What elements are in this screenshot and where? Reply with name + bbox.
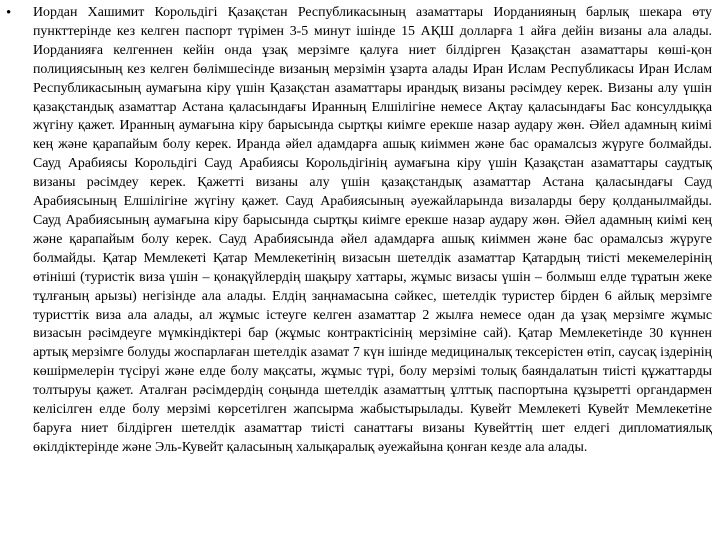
- bullet-point: •: [6, 5, 12, 21]
- body-paragraph: Иордан Хашимит Корольдігі Қазақстан Республикасының азаматтары Иорданияның барлық шекара өту пункттерінде кез келген паспорт түрімен 3-5 минут ішінде 15 АҚШ долларға 1 айға дейін визаны ала алады. Иорданияға келгеннен кейін онда ұзақ мерзімге қалуға ниет білдірген Қазақстан азаматтары көші-қон полициясының кез келген бөлімшесінде визаның мерзімін ұзарта алады Иран Ислам Республикасы Иран Ислам Республикасының аумағына кіру үшін Қазақстан азаматтары ирандық визаны рәсімдеу керек. Визаны алу үшін қазақстандық азаматтар Астана қаласындағы Иранның Елшілігіне немесе Ақтау қаласындағы Бас консулдыққа жүгіну қажет. Иранның аумағына кіру барысында сыртқы киімге ерекше назар аудару жөн. Әйел адамның киімі кең және қарапайым болу керек. Иранда әйел адамдарға ашық киіммен және бас орамалсыз жүруге болмайды. Сауд Арабиясы Корольдігі Сауд Арабиясы Корольдігінің аумағына кіру үшін Қазақстан азаматтары саудтық визаны рәсімдеу керек. Қажетті визаны алу үшін қазақстандық азаматтар Астана қаласындағы Сауд Арабиясының Елшілігіне жүгіну қажет. Сауд Арабиясының әуежайларында визаларды беру қолданылмайды. Сауд Арабиясының аумағына кіру барысында сыртқы киімге ерекше назар аудару жөн. Әйел адамның киімі кең және қарапайым болу керек. Сауд Арабиясында әйел адамдарға ашық киіммен және бас орамалсыз жүруге болмайды. Қатар Мемлекеті Қатар Мемлекетінің визасын шетелдік азаматтар Қатардың тиісті мекемелерінің өтініші (туристік виза үшін – қонақүйлердің шақыру хаттары, жұмыс визасы үшін – болмыш елде тұратын жеке тұлғаның арызы) негізінде ала алады. Елдің заңнамасына сәйкес, шетелдік туристер бірден 6 айлық мерзімге туристтік виза ала алады, ал жұмыс істеуге келген азаматтар 2 жылға немесе одан да ұзақ мерзімге жұмыс визасын рәсімдеуге мүмкіндіктері бар (жұмыс контрактісінің мерзіміне сай). Қатар Мемлекетінде 30 күннен артық мерзімге болуды жоспарлаған шетелдік азамат 7 күн ішінде медициналық тексерістен өтіп, саусақ іздерінің көшірмелерін түсіруі және елде болу мақсаты, жұмыс түрі, болу мерзімі толық баяндалатын тиісті құжаттарды толтыруы қажет. Аталған рәсімдердің соңында шетелдік азаматтың ұлттық паспортына құзыретті органдармен келісілген елде болу мерзімі көрсетілген жапсырма жабыстырылады. Кувейт Мемлекеті Кувейт Мемлекетіне баруға ниет білдірген шетелдік азаматтар тиісті санаттағы визаны Кувейттің шет елдегі дипломатиялық өкілдіктерінде және Эль-Кувейт қаласының халықаралық әуежайына қонған кезде ала алады.: [33, 5, 712, 455]
